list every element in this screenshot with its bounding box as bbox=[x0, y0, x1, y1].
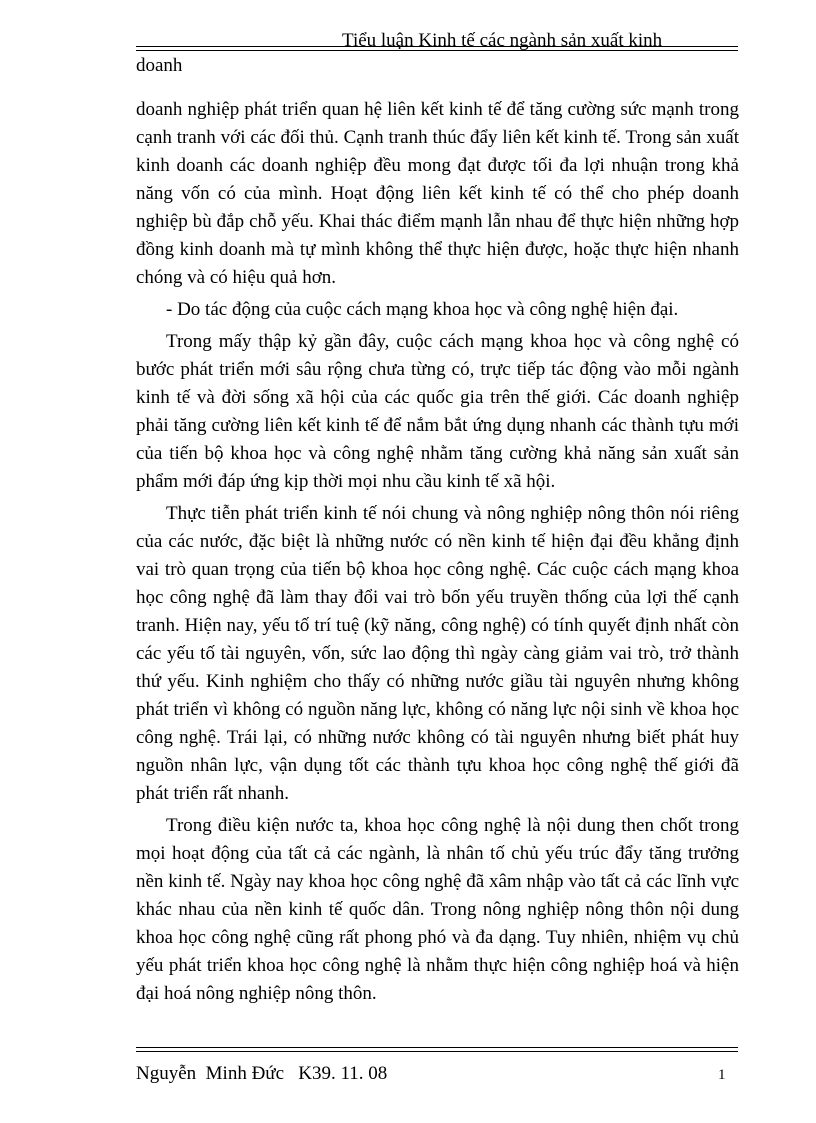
footer-author: Nguyễn Minh Đức K39. 11. 08 bbox=[136, 1063, 388, 1084]
header-rule-bottom bbox=[136, 50, 738, 51]
document-body bbox=[136, 96, 739, 1012]
paragraph-4: Thực tiễn phát triển kinh tế nói chung và nông nghiệp nông thôn nói riêng của các nước, đặc biệt là những nước có nền kinh tế hiện đại đều khẳng định vai trò quan trọng của tiến bộ khoa học công nghệ. Các cuộc cách mạng khoa học công nghệ đã làm thay đổi vai trò bốn yếu truyền thống của lợi thế cạnh tranh. Hiện nay, yếu tố trí tuệ (kỹ năng, công nghệ) có tính quyết định nhất còn các yếu tố tài nguyên, vốn, sức lao động thì ngày càng giảm vai trò, trở thành thứ yếu. Kinh nghiệm cho thấy có những nước giầu tài nguyên nhưng không phát triển vì không có nguồn năng lực, không có năng lực nội sinh về khoa học công nghệ. Trái lại, có những nước không có tài nguyên nhưng biết phát huy nguồn nhân lực, vận dụng tốt các thành tựu khoa học công nghệ thế giới đã phát triển rất nhanh. bbox=[136, 503, 739, 804]
footer-rule-bottom bbox=[136, 1051, 738, 1052]
header-title: Tiểu luận Kinh tế các ngành sản xuất kinh bbox=[342, 30, 663, 51]
paragraph-3: Trong mấy thập kỷ gần đây, cuộc cách mạng khoa học và công nghệ có bước phát triển mới sâu rộng chưa từng có, trực tiếp tác động vào mỗi ngành kinh tế và đời sống xã hội của các quốc gia trên thế giới. Các doanh nghiệp phải tăng cường liên kết kinh tế để nắm bắt ứng dụng nhanh các thành tựu mới của tiến bộ khoa học và công nghệ nhằm tăng cường khả năng sản xuất sản phẩm mới đáp ứng kịp thời mọi nhu cầu kinh tế xã hội. bbox=[136, 331, 739, 492]
footer-rule-top bbox=[136, 1047, 738, 1048]
header-rule-top bbox=[136, 46, 738, 47]
paragraph-bullet: - Do tác động của cuộc cách mạng khoa học và công nghệ hiện đại. bbox=[166, 299, 679, 320]
header-title-continuation: doanh bbox=[136, 55, 183, 76]
page-number: 1 bbox=[718, 1067, 726, 1083]
paragraph-1: doanh nghiệp phát triển quan hệ liên kết kinh tế để tăng cường sức mạnh trong cạnh tranh với các đối thủ. Cạnh tranh thúc đẩy liên kết kinh tế. Trong sản xuất kinh doanh các doanh nghiệp đều mong đạt được tối đa lợi nhuận trong khả năng vốn có của mình. Hoạt động liên kết kinh tế có thể cho phép doanh nghiệp bù đắp chỗ yếu. Khai thác điểm mạnh lẫn nhau để thực hiện những hợp đồng kinh doanh mà tự mình không thể thực hiện được, hoặc thực hiện nhanh chóng và có hiệu quả hơn. bbox=[136, 99, 739, 288]
paragraph-5: Trong điều kiện nước ta, khoa học công nghệ là nội dung then chốt trong mọi hoạt động của tất cả các ngành, là nhân tố chủ yếu trúc đẩy tăng trưởng nền kinh tế. Ngày nay khoa học công nghệ đã xâm nhập vào tất cả các lĩnh vực khác nhau của nền kinh tế quốc dân. Trong nông nghiệp nông thôn nội dung khoa học công nghệ cũng rất phong phó và đa dạng. Tuy nhiên, nhiệm vụ chủ yếu phát triển khoa học công nghệ là nhằm thực hiện công nghiệp hoá và hiện đại hoá nông nghiệp nông thôn. bbox=[136, 815, 739, 1004]
